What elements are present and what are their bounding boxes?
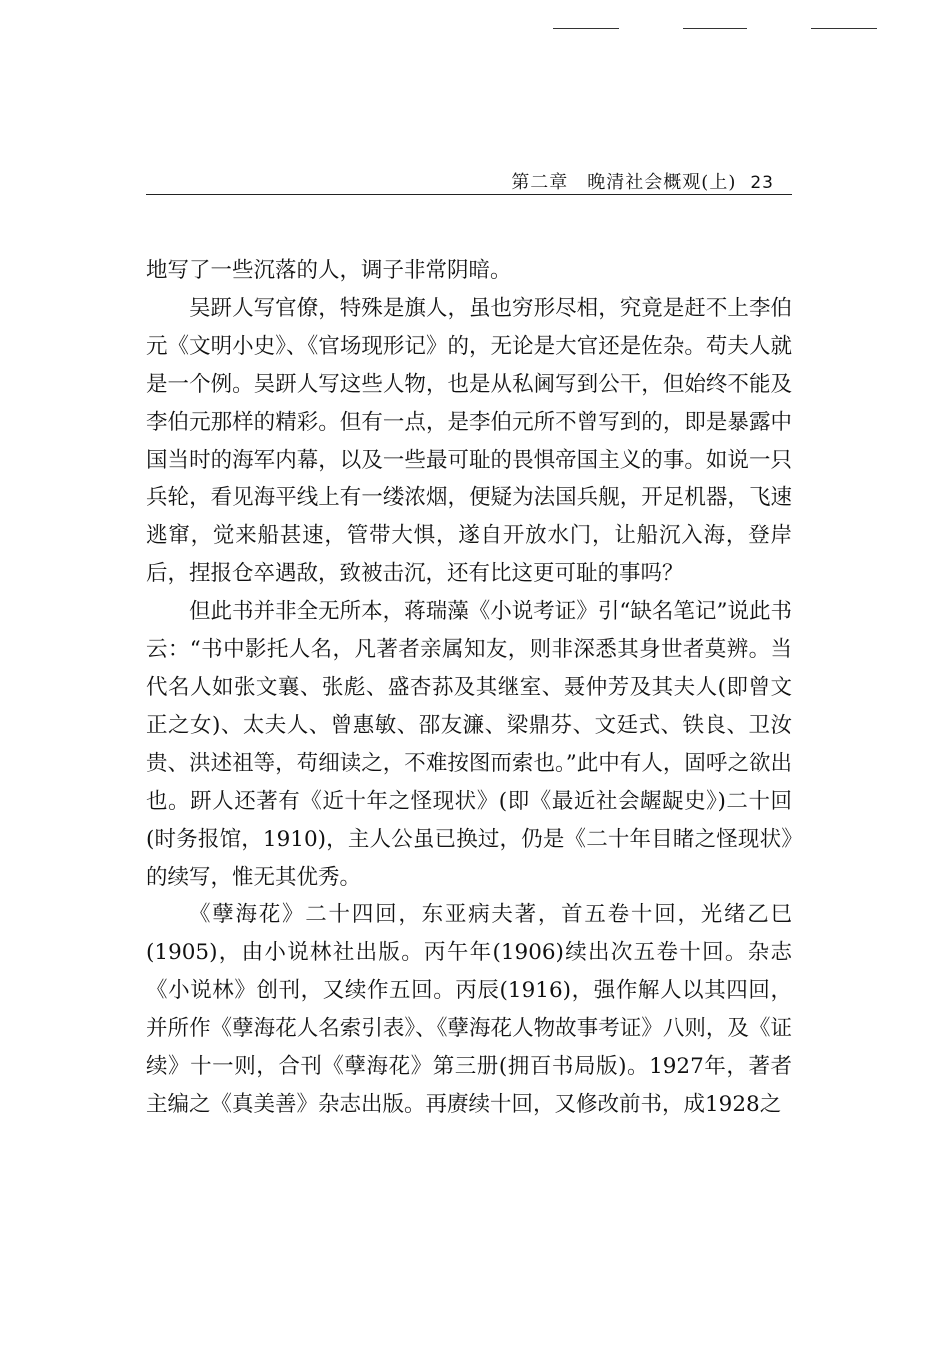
- paragraph-1: 地写了一些沉落的人，调子非常阴暗。: [146, 258, 512, 283]
- running-head: [511, 168, 774, 194]
- paragraph-3: 但此书并非全无所本，蒋瑞藻《小说考证》引“缺名笔记”说此书云：“书中影托人名，凡著者亲属知友，则非深悉其身世者莫辨。当代名人如张文襄、张彪、盛杏荪及其继室、聂仲芳及其夫人(即曾文正之女)、太夫人、曾惠敏、邵友濂、梁鼎芬、文廷式、铁良、卫汝贵、洪述祖等，苟细读之，不难按图而索也。”此中有人，固呼之欲出也。趼人还著有《近十年之怪现状》(即《最近社会龌龊史》)二十回(时务报馆，1910)，主人公虽已换过，仍是《二十年目睹之怪现状》的续写，惟无其优秀。: [146, 599, 792, 890]
- page-number: 23: [750, 173, 774, 193]
- top-rule-2: [683, 28, 747, 29]
- chapter-title: 第二章 晚清社会概观(上): [511, 172, 737, 193]
- paragraph-2: 吴趼人写官僚，特殊是旗人，虽也穷形尽相，究竟是赶不上李伯元《文明小史》、《官场现形记》的，无论是大官还是佐杂。苟夫人就是一个例。吴趼人写这些人物，也是从私阃写到公干，但始终不能及李伯元那样的精彩。但有一点，是李伯元所不曾写到的，即是暴露中国当时的海军内幕，以及一些最可耻的畏惧帝国主义的事。如说一只兵轮，看见海平线上有一缕浓烟，便疑为法国兵舰，开足机器，飞速逃窜，觉来船甚速，管带大惧，遂自开放水门，让船沉入海，登岸后，捏报仓卒遇敌，致被击沉，还有比这更可耻的事吗？: [146, 295, 792, 587]
- paragraph-4: 《孽海花》二十四回，东亚病夫著，首五卷十回，光绪乙巳(1905)，由小说林社出版。丙午年(1906)续出次五卷十回。杂志《小说林》创刊，又续作五回。丙辰(1916)，强作解人以其四回，并所作《孽海花人名索引表》、《孽海花人物故事考证》八则，及《证续》十一则，合刊《孽海花》第三册(拥百书局版)。1927年，著者主编之《真美善》杂志出版。再赓续十回，又修改前书，成1928之: [146, 902, 792, 1117]
- top-rule-1: [553, 28, 619, 29]
- header-rule: [146, 194, 792, 195]
- body-text: [146, 252, 792, 1124]
- top-rule-3: [811, 28, 877, 29]
